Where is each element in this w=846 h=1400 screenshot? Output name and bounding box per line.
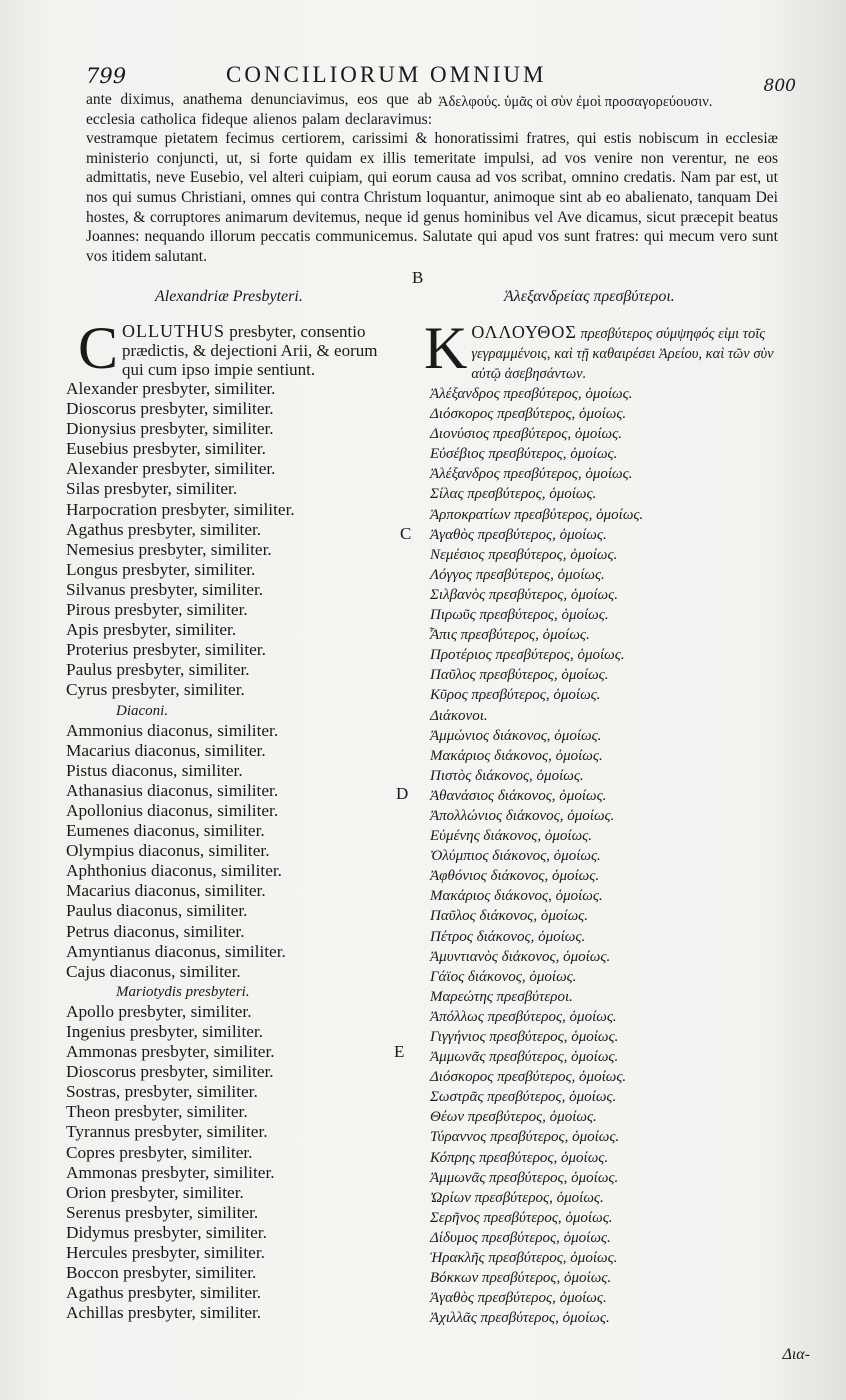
list-item: Hercules presbyter, similiter. [66,1243,265,1263]
page-number-left: 799 [86,64,127,88]
list-item: Nemesius presbyter, similiter. [66,539,272,559]
list-item: Κῦρος πρεσβύτερος, ὁμοίως. [430,687,601,704]
list-item: Paulus diaconus, similiter. [66,901,248,921]
greek-section-title: Ἀλεξανδρείας πρεσβύτεροι. [504,288,675,305]
latin-presbyter-list [66,379,386,1323]
latin-lead-name: OLLUTHUS [122,321,226,341]
latin-column [66,315,386,1323]
list-item: Ἀπόλλως πρεσβύτερος, ὁμοίως. [430,1008,617,1025]
list-item: Διόσκορος πρεσβύτερος, ὁμοίως. [430,406,627,423]
list-item: Apollonius diaconus, similiter. [66,800,279,820]
intro-latin: ante diximus, anathema denunciavimus, eos que ab ecclesia catholica fideque alienos palam declaravimus: vestramque pietatem fecimus certiorem, carissimi & honoratissimi fratres, qui estis nobiscum in ecclesiæ ministerio conjuncti, ut, si forte quidam ex illis temeritate impulsi, ad vos venire non verentur, ne eos admittatis, neve Eusebio, vel alteri cuipiam, qui eorum causa ad vos scribat, omnino credatis. Nam par est, ut nos qui sumus Christiani, omnes qui contra Christum loquantur, animoque sint ab eo abalienato, tanquam Dei hostes, & corruptores animarum devitemus, neque id genus hominibus vel Ave dicamus, sicut præcepit beatus Joannes: nequando illorum peccatis communicemus. Salutate qui apud vos sunt fratres: qui mecum vero sunt vos itidem salutant. [86,91,778,265]
list-item: Tyrannus presbyter, similiter. [66,1122,268,1142]
list-item: Ἁρποκρατίων πρεσβύτερος, ὁμοίως. [430,506,644,523]
list-item: Olympius diaconus, similiter. [66,841,270,861]
list-item: Ἀμμωνᾶς πρεσβύτερος, ὁμοίως. [430,1169,619,1186]
list-item: Petrus diaconus, similiter. [66,921,245,941]
list-item: Longus presbyter, similiter. [66,559,256,579]
list-item: Γιγγήνιος πρεσβύτερος, ὁμοίως. [430,1029,619,1045]
list-item: Harpocration presbyter, similiter. [66,499,295,519]
list-item: Θέων πρεσβύτερος, ὁμοίως. [430,1109,597,1126]
list-item: Παῦλος διάκονος, ὁμοίως. [430,908,589,925]
list-item: Γάϊος διάκονος, ὁμοίως. [430,968,577,985]
list-item: Σιλβανὸς πρεσβύτερος, ὁμοίως. [430,586,618,603]
list-item: Agathus presbyter, similiter. [66,519,262,539]
list-item: Σωστρᾶς πρεσβύτερος, ὁμοίως. [430,1089,617,1106]
list-item: Copres presbyter, similiter. [66,1142,253,1162]
list-item: Ἀλέξανδρος πρεσβύτερος, ὁμοίως. [430,386,633,402]
list-item: Macarius diaconus, similiter. [66,881,266,901]
list-item: Ὠρίων πρεσβύτερος, ὁμοίως. [430,1189,604,1206]
page-number-right: 800 [763,76,796,96]
list-item: Δίδυμος πρεσβύτερος, ὁμοίως. [430,1229,611,1246]
list-item: Athanasius diaconus, similiter. [66,780,279,800]
list-item: Ἆπις πρεσβύτερος, ὁμοίως. [430,627,590,644]
list-item: Sostras, presbyter, similiter. [66,1082,258,1102]
list-item: Διονύσιος πρεσβύτερος, ὁμοίως. [430,426,622,443]
list-item: Achillas presbyter, similiter. [66,1303,262,1323]
list-item: Πιστὸς διάκονος, ὁμοίως. [430,767,584,784]
list-item: Παῦλος πρεσβύτερος, ὁμοίως. [430,667,609,684]
list-item: Μακάριος διάκονος, ὁμοίως. [430,747,603,764]
list-item: Ammonas presbyter, similiter. [66,1042,275,1062]
list-item: Εὐμένης διάκονος, ὁμοίως. [430,828,593,845]
greek-dropcap: Κ [424,315,468,381]
list-item: Ammonius diaconus, similiter. [66,720,279,740]
intro-greek: Ἀδελφούς. ὑμᾶς οἱ σὺν ἐμοὶ προσαγορεύουσιν. [438,94,713,110]
list-item: Macarius diaconus, similiter. [66,740,266,760]
greek-mareotis-heading: Μαρεώτης πρεσβύτεροι. [430,988,573,1005]
list-item: Agathus presbyter, similiter. [66,1283,262,1303]
list-item: Eumenes diaconus, similiter. [66,821,265,841]
intro-paragraph [86,90,778,266]
list-item: Κόπρης πρεσβύτερος, ὁμοίως. [430,1149,609,1166]
list-item: Ingenius presbyter, similiter. [66,1022,264,1041]
list-item: Serenus presbyter, similiter. [66,1202,259,1222]
list-item: Boccon presbyter, similiter. [66,1263,257,1283]
list-item: Amyntianus diaconus, similiter. [66,941,286,961]
greek-deacons-heading: Διάκονοι. [430,707,488,724]
latin-mareotis-heading: Mariotydis presbyteri. [116,983,250,1000]
latin-deacons-heading: Diaconi. [116,702,169,719]
list-item: Apis presbyter, similiter. [66,620,237,640]
list-item: Didymus presbyter, similiter. [66,1222,267,1242]
list-item: Ἀγαθὸς πρεσβύτερος, ὁμοίως. [430,1290,607,1307]
list-item: Silas presbyter, similiter. [66,479,238,499]
list-item: Λόγγος πρεσβύτερος, ὁμοίως. [430,566,605,583]
margin-marker-d: D [396,784,409,803]
list-item: Ἀπολλώνιος διάκονος, ὁμοίως. [430,807,615,824]
list-item: Ἀμμώνιος διάκονος, ὁμοίως. [430,727,602,744]
list-item: Σερῆνος πρεσβύτερος, ὁμοίως. [430,1209,613,1226]
list-item: Βόκκων πρεσβύτερος, ὁμοίως. [430,1270,612,1287]
list-item: Pirous presbyter, similiter. [66,600,248,620]
list-item: Ἀμυντιανὸς διάκονος, ὁμοίως. [430,948,611,965]
list-item: Dioscorus presbyter, similiter. [66,1062,274,1082]
list-item: Εὐσέβιος πρεσβύτερος, ὁμοίως. [430,446,618,463]
list-item: Dioscorus presbyter, similiter. [66,399,274,419]
list-item: Νεμέσιος πρεσβύτερος, ὁμοίως. [430,546,618,563]
greek-column [412,315,780,1328]
list-item: Ἀφθόνιος διάκονος, ὁμοίως. [430,868,600,885]
list-item: Πέτρος διάκονος, ὁμοίως. [430,928,586,945]
list-item: Alexander presbyter, similiter. [66,459,276,479]
list-item: Μακάριος διάκονος, ὁμοίως. [430,888,603,905]
list-item: Cyrus presbyter, similiter. [66,680,245,700]
greek-presbyter-list [412,384,780,1328]
greek-lead-name: ΟΛΛΟΥΘΟΣ [471,322,577,342]
list-item: Ἀγαθὸς πρεσβύτερος, ὁμοίως. [430,526,607,543]
running-title: CONCILIORUM OMNIUM [226,62,547,87]
margin-marker-e: E [394,1042,405,1061]
greek-lead-text: πρεσβύτερος σύμψηφός εἰμι τοῖς γεγραμμένοις, καὶ τῇ καθαιρέσει Ἀρείου, καὶ τῶν σὺν αὐτῷ ἀσεβησάντων. [471,326,774,382]
list-item: Πιρωῦς πρεσβύτερος, ὁμοίως. [430,607,609,624]
list-item: Ἀλέξανδρος πρεσβύτερος, ὁμοίως. [430,466,633,483]
list-item: Cajus diaconus, similiter. [66,961,241,981]
list-item: Ἀμμωνᾶς πρεσβύτερος, ὁμοίως. [430,1049,619,1066]
list-item: Paulus presbyter, similiter. [66,660,250,680]
list-item: Τύραννος πρεσβύτερος, ὁμοίως. [430,1129,620,1146]
list-item: Aphthonius diaconus, similiter. [66,861,283,881]
list-item: Proterius presbyter, similiter. [66,640,266,660]
list-item: Ammonas presbyter, similiter. [66,1162,275,1182]
list-item: Eusebius presbyter, similiter. [66,439,266,459]
latin-section-title: Alexandriæ Presbyteri. [155,288,303,305]
margin-marker-b: B [412,268,424,287]
list-item: Silvanus presbyter, similiter. [66,579,264,599]
list-item: Προτέριος πρεσβύτερος, ὁμοίως. [430,647,625,664]
margin-marker-c: C [400,524,412,543]
list-item: Διόσκορος πρεσβύτερος, ὁμοίως. [430,1069,627,1086]
catchword: Δια- [782,1346,810,1363]
list-item: Alexander presbyter, similiter. [66,379,276,398]
list-item: Dionysius presbyter, similiter. [66,419,274,439]
list-item: Ἀθανάσιος διάκονος, ὁμοίως. [430,787,607,804]
list-item: Theon presbyter, similiter. [66,1102,248,1122]
list-item: Pistus diaconus, similiter. [66,760,243,780]
list-item: Ἡρακλῆς πρεσβύτερος, ὁμοίως. [430,1250,618,1267]
list-item: Σίλας πρεσβύτερος, ὁμοίως. [430,486,597,503]
list-item: Apollo presbyter, similiter. [66,1001,252,1021]
latin-lead-text: presbyter, consentio prædictis, & dejectioni Arii, & eorum qui cum ipso impie sentiunt. [122,322,378,379]
list-item: Orion presbyter, similiter. [66,1182,244,1202]
list-item: Ὀλύμπιος διάκονος, ὁμοίως. [430,848,601,865]
latin-dropcap: C [78,315,119,381]
list-item: Ἀχιλλᾶς πρεσβύτερος, ὁμοίως. [430,1310,610,1327]
